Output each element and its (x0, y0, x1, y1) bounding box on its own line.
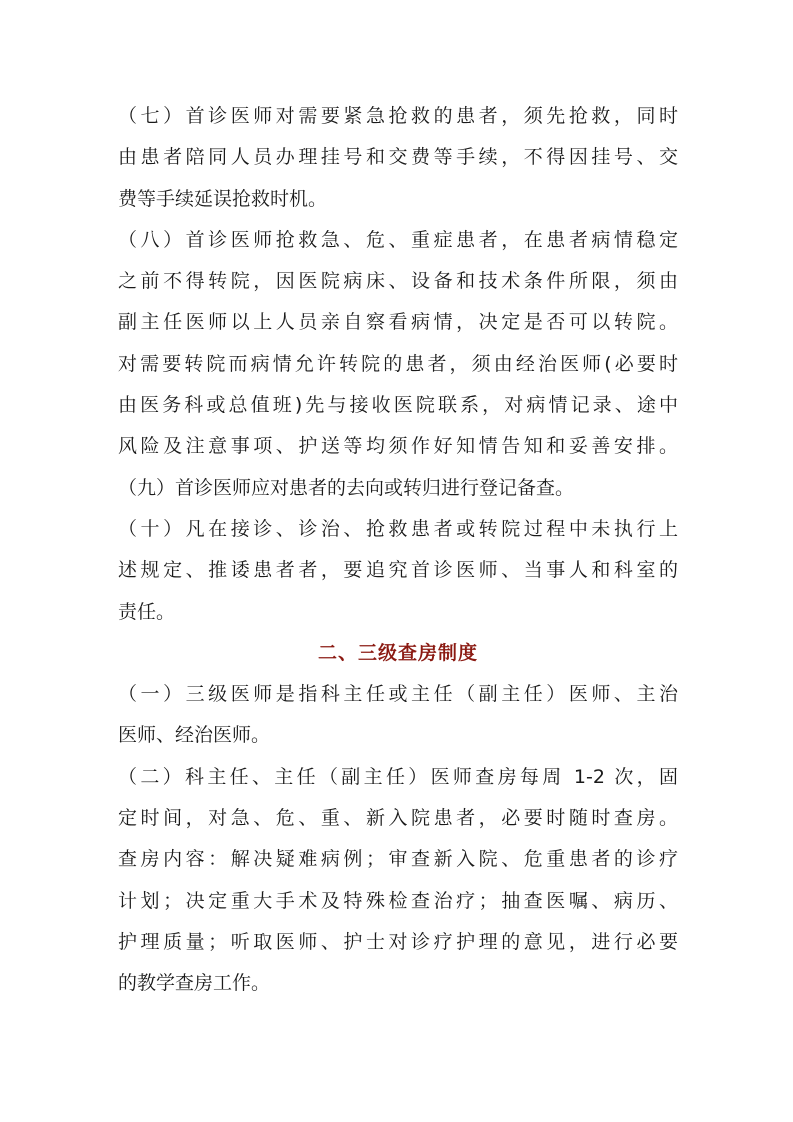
text-line: 之前不得转院，因医院病床、设备和技术条件所限，须由 (118, 270, 678, 293)
paragraph-item-8 (118, 220, 678, 468)
paragraph-item-2 (118, 757, 678, 1005)
text-line: 述规定、推诿患者者，要追究首诊医师、当事人和科室的 (118, 559, 678, 582)
text-line: 查房内容：解决疑难病例；审查新入院、危重患者的诊疗 (118, 848, 678, 871)
paragraph-item-10 (118, 509, 678, 633)
text-line: 医师、经治医师。 (118, 724, 271, 747)
text-line: 费等手续延误抢救时机。 (118, 187, 328, 210)
text-line: （十）凡在接诊、诊治、抢救患者或转院过程中未执行上 (118, 517, 678, 540)
text-line: 的教学查房工作。 (118, 972, 271, 995)
text-line: （一）三级医师是指科主任或主任（副主任）医师、主治 (118, 683, 678, 706)
paragraph-item-1 (118, 674, 678, 757)
paragraph-item-9 (118, 468, 678, 509)
text-line: （二）科主任、主任（副主任）医师查房每周 1-2 次，固 (118, 765, 678, 788)
text-line: 责任。 (118, 600, 176, 623)
document-page (118, 96, 678, 1005)
text-line: 风险及注意事项、护送等均须作好知情告知和妥善安排。 (118, 435, 678, 458)
paragraph-item-7 (118, 96, 678, 220)
section-heading: 二、三级查房制度 (317, 641, 478, 664)
text-line: （八）首诊医师抢救急、危、重症患者，在患者病情稳定 (118, 228, 678, 251)
text-line: 对需要转院而病情允许转院的患者，须由经治医师(必要时 (118, 352, 678, 375)
text-line: 定时间，对急、危、重、新入院患者，必要时随时查房。 (118, 807, 678, 830)
text-line: 由医务科或总值班)先与接收医院联系，对病情记录、途中 (118, 394, 678, 417)
text-line: 计划；决定重大手术及特殊检查治疗；抽查医嘱、病历、 (118, 889, 678, 912)
text-line: （七）首诊医师对需要紧急抢救的患者，须先抢救，同时 (118, 105, 678, 127)
text-line: 护理质量；听取医师、护士对诊疗护理的意见，进行必要 (118, 930, 678, 953)
text-line: 由患者陪同人员办理挂号和交费等手续，不得因挂号、交 (118, 146, 678, 169)
text-line: 副主任医师以上人员亲自察看病情，决定是否可以转院。 (118, 311, 678, 334)
text-line: （九）首诊医师应对患者的去向或转归进行登记备查。 (118, 476, 575, 499)
